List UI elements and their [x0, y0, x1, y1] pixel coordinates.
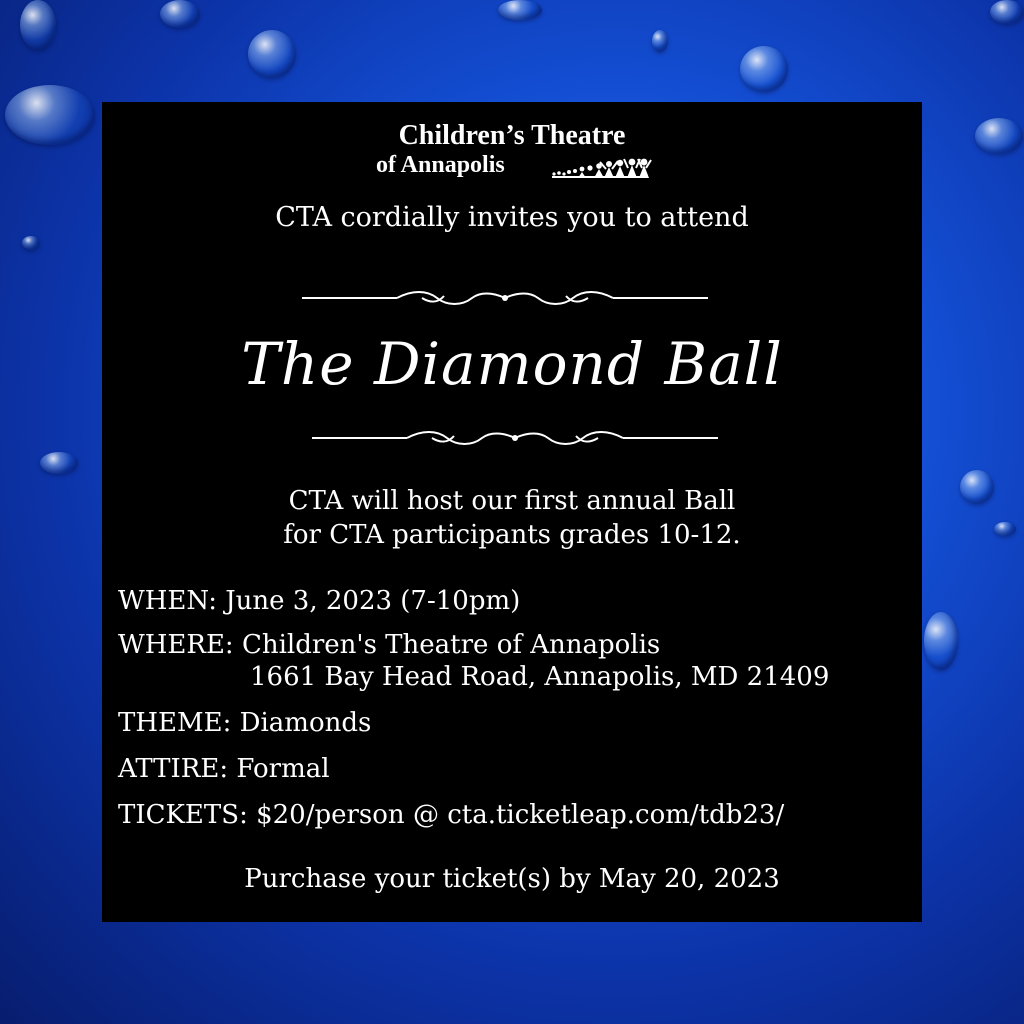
detail-tickets: TICKETS: $20/person @ cta.ticketleap.com/tdb23/ — [118, 800, 785, 830]
water-drop — [160, 0, 200, 28]
ornament-divider-bottom — [312, 428, 718, 448]
water-drop — [994, 522, 1016, 536]
water-drop — [498, 0, 542, 20]
invitation-card — [102, 102, 922, 922]
water-drop — [740, 46, 788, 92]
water-drop — [924, 612, 958, 670]
detail-attire: ATTIRE: Formal — [118, 754, 330, 784]
water-drop — [22, 236, 40, 250]
detail-where-address: 1661 Bay Head Road, Annapolis, MD 21409 — [250, 662, 830, 692]
water-drop — [990, 0, 1024, 24]
logo-title: Children’s Theatre — [398, 120, 626, 151]
water-drop — [248, 30, 296, 78]
invite-text: CTA cordially invites you to attend — [275, 202, 749, 233]
water-drop — [5, 85, 95, 145]
detail-where: WHERE: Children's Theatre of Annapolis — [118, 630, 661, 660]
water-drop — [652, 30, 668, 52]
purchase-deadline: Purchase your ticket(s) by May 20, 2023 — [244, 864, 780, 894]
water-drop — [40, 452, 78, 474]
intro-line-1: CTA will host our first annual Ball — [288, 486, 736, 516]
ornament-divider-top — [302, 288, 708, 308]
water-drop — [975, 118, 1023, 154]
event-title: The Diamond Ball — [241, 330, 783, 398]
water-drop — [20, 0, 56, 50]
intro-line-2: for CTA participants grades 10-12. — [283, 520, 741, 550]
logo-subtitle: of Annapolis — [376, 152, 505, 178]
detail-when: WHEN: June 3, 2023 (7-10pm) — [118, 586, 521, 616]
dancers-icon — [548, 156, 652, 182]
detail-theme: THEME: Diamonds — [118, 708, 372, 738]
water-drop — [960, 470, 994, 504]
